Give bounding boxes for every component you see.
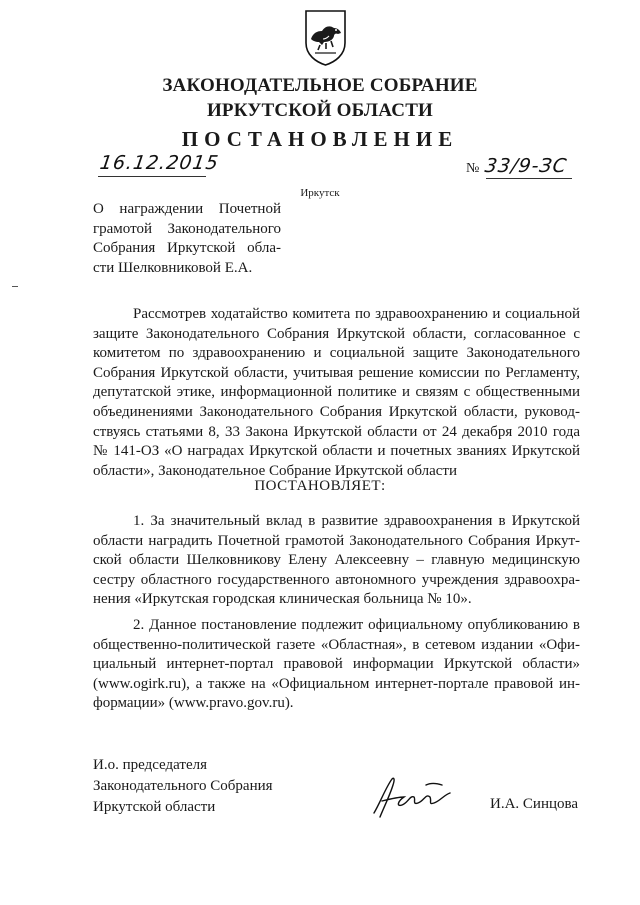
text-line: Собрания Иркутской области, учитывая решение комиссии по Регламенту, <box>93 364 580 381</box>
number-sign: № <box>466 161 480 176</box>
subject-line: Собрания Иркутской обла- <box>93 240 281 256</box>
document-date <box>98 152 221 174</box>
resolution-item-1 <box>93 512 580 610</box>
text-line: (www.ogirk.ru), а также на «Официальном интернет-портале правовой ин- <box>93 675 580 692</box>
text-line: области наградить Почетной грамотой Законодательного Собрания Иркут- <box>93 532 580 549</box>
text-line: ствуясь статьями 8, 33 Закона Иркутской области от 24 декабря 2010 года <box>93 423 580 440</box>
organization-name: ЗАКОНОДАТЕЛЬНОЕ СОБРАНИЕ <box>162 75 478 96</box>
text-line: сестру областного государственного автономного учреждения здравоохра- <box>93 571 580 588</box>
signer-name: И.А. Синцова <box>490 796 579 812</box>
text-line: циальный интернет-портал правовой информации Иркутской области» <box>93 656 580 673</box>
subject-line: грамотой Законодательного <box>93 220 281 237</box>
preamble-paragraph <box>93 305 580 481</box>
date-handwritten: 16.12.2015 <box>98 152 221 174</box>
text-line: 1. За значительный вклад в развитие здравоохранения в Иркутской <box>133 513 580 529</box>
organization-region: ИРКУТСКОЙ ОБЛАСТИ <box>206 100 434 121</box>
document-number <box>466 155 596 177</box>
document-subject <box>93 200 281 278</box>
text-line: ской области Шелковникову Елену Алексеевну – главную медицинскую <box>93 552 580 569</box>
document-type-title: ПОСТАНОВЛЕНИЕ <box>181 127 459 151</box>
signer-title <box>93 755 273 818</box>
text-line: общественно-политической газете «Областная», в сетевом издании «Офи- <box>93 636 580 653</box>
text-line: формации» (www.pravo.gov.ru). <box>93 695 294 712</box>
city-label: Иркутск <box>300 187 340 199</box>
signer-title-line: И.о. председателя <box>93 757 208 773</box>
text-line: области», Законодательное Собрание Иркутской области <box>93 462 457 479</box>
text-line: № 141-ОЗ «О наградах Иркутской области и почетных званиях Иркутской <box>93 443 580 460</box>
date-underline <box>98 176 206 177</box>
resolution-item-2 <box>93 616 580 714</box>
signer-title-line: Иркутской области <box>93 799 216 815</box>
subject-line: О награждении Почетной <box>93 201 281 217</box>
signer-title-line: Законодательного Собрания <box>93 778 273 794</box>
resolves-heading: ПОСТАНОВЛЯЕТ: <box>254 478 386 494</box>
subject-line: сти Шелковниковой Е.А. <box>93 259 253 276</box>
number-handwritten: 33/9-ЗС <box>483 155 569 177</box>
number-underline <box>486 178 572 179</box>
margin-mark <box>12 286 18 287</box>
text-line: комитетом по здравоохранению и социальной защите Законодательного <box>93 345 580 362</box>
text-line: депутатской этике, информационной политике и связям с общественными <box>93 384 580 401</box>
text-line: нения «Иркутская городская клиническая больница № 10». <box>93 591 472 608</box>
handwritten-signature-icon <box>368 773 456 821</box>
text-line: Рассмотрев ходатайство комитета по здравоохранению и социальной <box>133 306 580 322</box>
text-line: 2. Данное постановление подлежит официальному опубликованию в <box>133 617 580 633</box>
coat-of-arms-icon <box>303 9 348 66</box>
text-line: объединениями Законодательного Собрания Иркутской области, руковод- <box>93 403 580 420</box>
text-line: защите Законодательного Собрания Иркутской области, согласованное с <box>93 325 580 342</box>
